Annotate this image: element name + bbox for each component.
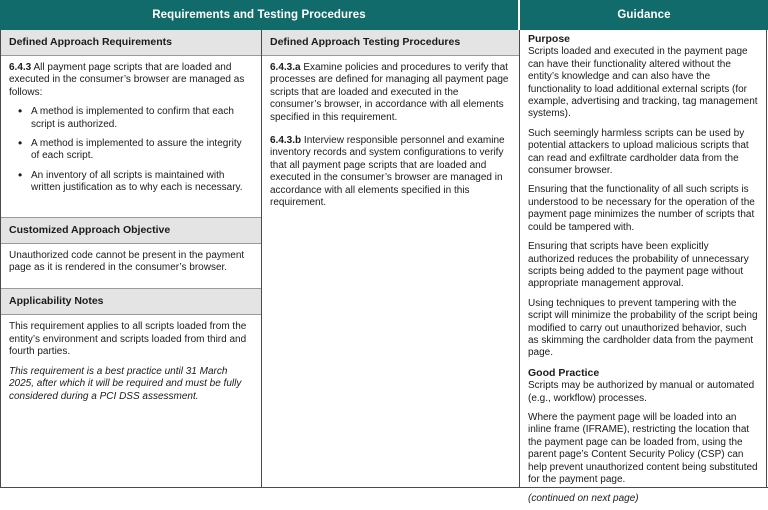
applicability-note-best-practice: This requirement is a best practice until 31 March 2025, after which it will be required and must be fully considered during a PCI DSS assessment. bbox=[9, 365, 242, 402]
guidance-paragraph: Using techniques to prevent tampering with the script will minimize the probability of the script being modified to carry out unauthorized behavior, such as skimming the cardholder data from the payment page. bbox=[528, 297, 758, 359]
guidance-paragraph: Ensuring that the functionality of all such scripts is understood to be necessary for the operation of the payment page minimizes the number of scripts that could be tampered with. bbox=[528, 184, 755, 233]
testing-procedure-item bbox=[270, 135, 510, 209]
requirement-body bbox=[1, 56, 261, 199]
requirement-lead bbox=[9, 62, 252, 99]
list-item: • An inventory of all scripts is maintained with written justification as to why each is necessary. bbox=[29, 170, 252, 195]
testing-procedure-item bbox=[270, 62, 510, 124]
table-banner bbox=[0, 0, 768, 30]
testing-procedure-number: 6.4.3.b bbox=[270, 135, 302, 147]
customized-approach-text: Unauthorized code cannot be present in the payment page as it is rendered in the consumer’s browser. bbox=[9, 249, 245, 274]
applicability-notes-body bbox=[1, 315, 261, 406]
customized-approach-body bbox=[1, 244, 261, 279]
requirement-bullet-list bbox=[9, 106, 252, 194]
column-guidance bbox=[520, 30, 767, 505]
subheader-applicability-notes: Applicability Notes bbox=[1, 288, 261, 315]
testing-procedure-text: Examine policies and procedures to verify that processes are defined for managing all payment page scripts that are loaded and executed in the consumer’s browser, in accordance with all elements specified in this requirement. bbox=[270, 62, 509, 123]
testing-procedures-body bbox=[262, 56, 519, 213]
guidance-paragraph: Ensuring that scripts have been explicitly authorized reduces the probability of unnecessary scripts being added to the payment page without appropriate management approval. bbox=[528, 241, 749, 290]
guidance-paragraph: Scripts may be authorized by manual or automated (e.g., workflow) processes. bbox=[528, 380, 755, 404]
list-item: • A method is implemented to confirm that each script is authorized. bbox=[29, 106, 252, 131]
subheader-defined-approach-testing-procedures: Defined Approach Testing Procedures bbox=[262, 30, 519, 56]
column-defined-approach-requirements bbox=[0, 30, 262, 487]
guidance-good-practice-heading: Good Practice bbox=[528, 366, 600, 379]
subheader-defined-approach-requirements: Defined Approach Requirements bbox=[1, 30, 261, 56]
testing-procedure-text: Interview responsible personnel and examine inventory records and system configurations to verify that all payment page scripts that are loaded and executed in the consumer’s browser are managed in accordance with all elements specified in this requirement. bbox=[270, 135, 505, 209]
table-body bbox=[0, 30, 768, 505]
banner-requirements-title: Requirements and Testing Procedures bbox=[0, 0, 520, 30]
requirement-number: 6.4.3 bbox=[9, 62, 32, 73]
guidance-purpose-heading: Purpose bbox=[528, 33, 571, 45]
subheader-customized-approach-objective: Customized Approach Objective bbox=[1, 217, 261, 244]
applicability-note-paragraph: This requirement applies to all scripts loaded from the entity’s environment and scripts loaded from third and fourth parties. bbox=[9, 321, 247, 358]
guidance-paragraph: Where the payment page will be loaded into an inline frame (IFRAME), restricting the location that the payment page can be loaded from, using the parent page’s Content Security Policy (CSP) can help prevent unauthorized content being substituted for the payment page. bbox=[528, 411, 758, 485]
requirement-lead-text: All payment page scripts that are loaded and executed in the consumer’s browser are managed as follows: bbox=[9, 62, 245, 98]
list-item: • A method is implemented to assure the integrity of each script. bbox=[29, 138, 252, 163]
guidance-body bbox=[520, 30, 766, 510]
guidance-paragraph: Scripts loaded and executed in the payment page can have their functionality altered without the entity’s knowledge and can also have the functionality to load additional external scripts (for example, advertising and tracking, tag management systems). bbox=[528, 46, 758, 120]
column-defined-approach-testing-procedures bbox=[262, 30, 520, 487]
guidance-paragraph: Such seemingly harmless scripts can be used by potential attackers to upload malicious scripts that can read and exfiltrate cardholder data from the consumer browser. bbox=[528, 127, 749, 177]
guidance-continued-note: (continued on next page) bbox=[528, 493, 639, 505]
testing-procedure-number: 6.4.3.a bbox=[270, 62, 301, 73]
banner-guidance-title: Guidance bbox=[520, 0, 768, 30]
